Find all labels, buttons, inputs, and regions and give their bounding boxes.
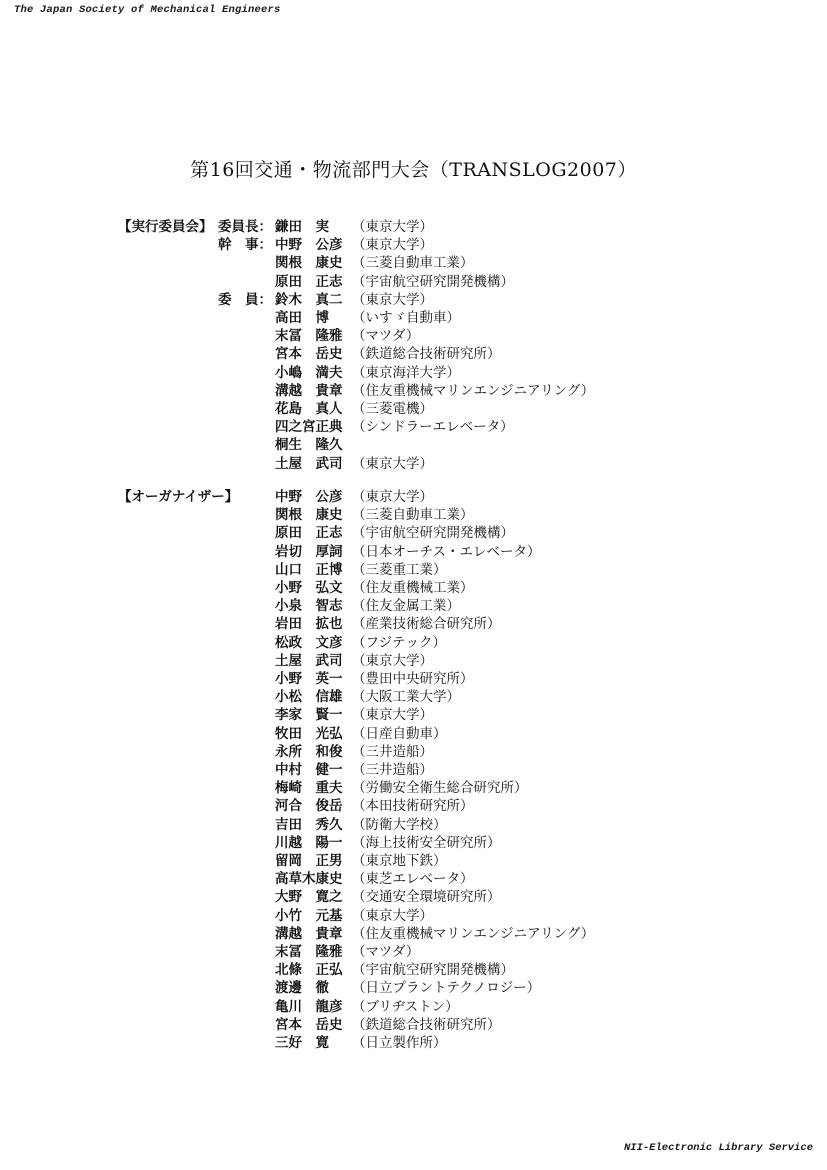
member-name: 大野 寛之 xyxy=(275,889,343,906)
member-name: 小竹 元基 xyxy=(275,907,343,924)
member-name: 吉田 秀久 xyxy=(275,816,343,833)
member-affiliation: （三菱自動車工業） xyxy=(352,255,474,272)
committee-row xyxy=(0,400,827,418)
member-affiliation: （いすゞ自動車） xyxy=(352,310,460,326)
member-name: 北條 正弘 xyxy=(275,962,343,979)
member-affiliation: （マツダ） xyxy=(352,328,420,345)
member-affiliation: （大阪工業大学） xyxy=(352,689,460,706)
organizer-row xyxy=(0,888,827,906)
member-name: 中野 公彦 xyxy=(275,489,343,505)
member-name: 岩切 厚詞 xyxy=(275,543,343,560)
committee-role: 委 員： xyxy=(218,291,272,308)
member-name: 花島 真人 xyxy=(275,401,343,417)
member-affiliation: （住友重機械マリンエンジニアリング） xyxy=(352,382,595,399)
organizer-row xyxy=(0,816,827,834)
organizer-row xyxy=(0,524,827,542)
member-affiliation: （宇宙航空研究開発機構） xyxy=(352,273,514,290)
member-name: 宮本 岳史 xyxy=(275,1016,343,1033)
organizer-row xyxy=(0,615,827,633)
society-header: The Japan Society of Mechanical Engineers xyxy=(14,4,281,16)
library-service-footer: NII-Electronic Library Service xyxy=(623,1142,813,1154)
member-name: 末冨 隆雅 xyxy=(275,328,343,345)
organizer-row xyxy=(0,743,827,761)
committee-row xyxy=(0,309,827,327)
member-name: 小野 弘文 xyxy=(275,580,343,596)
organizer-row xyxy=(0,543,827,561)
member-name: 原田 正志 xyxy=(275,525,343,542)
member-name: 溝越 貴章 xyxy=(275,925,343,942)
member-affiliation: （豊田中央研究所） xyxy=(352,671,474,687)
member-name: 小野 英一 xyxy=(275,671,343,687)
member-name: 高草木康史 xyxy=(275,871,343,888)
committee-role: 幹 事： xyxy=(218,237,272,254)
member-affiliation: （ブリヂストン） xyxy=(352,998,459,1015)
member-affiliation: （宇宙航空研究開発機構） xyxy=(352,962,514,979)
organizer-row xyxy=(0,925,827,943)
member-affiliation: （三菱電機） xyxy=(352,401,433,417)
committee-row xyxy=(0,382,827,400)
member-name: 鈴木 真二 xyxy=(275,291,343,308)
member-affiliation: （日産自動車） xyxy=(352,725,447,742)
committee-row xyxy=(0,254,827,272)
organizer-row xyxy=(0,579,827,597)
committee-row xyxy=(0,418,827,436)
member-name: 原田 正志 xyxy=(275,273,343,290)
member-affiliation: （東京大学） xyxy=(352,291,433,308)
organizers-label: 【オーガナイザー】 xyxy=(118,489,239,505)
member-name: 土屋 武司 xyxy=(275,652,343,669)
committee-row xyxy=(0,291,827,309)
member-affiliation: （フジテック） xyxy=(352,634,446,651)
document-title: 第16回交通・物流部門大会（TRANSLOG2007） xyxy=(190,159,637,181)
member-affiliation: （東京大学） xyxy=(352,219,433,235)
organizer-row xyxy=(0,761,827,779)
organizer-row xyxy=(0,943,827,961)
committee-row xyxy=(0,455,827,473)
organizer-row xyxy=(0,779,827,797)
member-affiliation: （三井造船） xyxy=(352,743,433,760)
member-name: 河合 俊岳 xyxy=(275,798,343,815)
member-affiliation: （東京大学） xyxy=(352,455,433,472)
committee-row xyxy=(0,273,827,291)
organizer-row xyxy=(0,961,827,979)
member-name: 小泉 智志 xyxy=(275,598,343,615)
organizer-row xyxy=(0,670,827,688)
member-name: 鎌田 実 xyxy=(275,219,329,235)
organizer-row xyxy=(0,634,827,652)
member-name: 岩田 拡也 xyxy=(275,616,343,633)
organizer-row xyxy=(0,1016,827,1034)
member-name: 渡邊 徹 xyxy=(275,980,329,997)
member-affiliation: （三菱重工業） xyxy=(352,561,447,578)
organizer-row xyxy=(0,907,827,925)
member-name: 中村 健一 xyxy=(275,762,343,778)
committee-row xyxy=(0,327,827,345)
committee-row xyxy=(0,436,827,454)
committee-label: 【実行委員会】 xyxy=(118,219,213,235)
member-name: 三好 寛 xyxy=(275,1035,329,1051)
member-affiliation: （鉄道総合技術研究所） xyxy=(352,1016,501,1033)
member-affiliation: （東京海洋大学） xyxy=(352,364,460,381)
member-affiliation: （海上技術安全研究所） xyxy=(352,834,501,851)
member-affiliation: （東京大学） xyxy=(352,707,433,724)
member-name: 関根 康史 xyxy=(275,255,343,272)
member-name: 山口 正博 xyxy=(275,561,343,578)
member-affiliation: （住友重機械工業） xyxy=(352,580,474,596)
organizer-row xyxy=(0,797,827,815)
committee-row xyxy=(0,236,827,254)
member-affiliation: （宇宙航空研究開発機構） xyxy=(352,525,514,542)
member-name: 梅崎 重夫 xyxy=(275,780,343,797)
organizer-row xyxy=(0,725,827,743)
committee-row xyxy=(0,345,827,363)
member-affiliation: （三井造船） xyxy=(352,762,433,778)
member-affiliation: （シンドラーエレベータ） xyxy=(352,419,514,436)
member-name: 牧田 光弘 xyxy=(275,725,343,742)
member-name: 四之宮正典 xyxy=(275,419,343,436)
member-affiliation: （東京大学） xyxy=(352,652,433,669)
member-affiliation: （東京大学） xyxy=(352,237,433,254)
member-affiliation: （マツダ） xyxy=(352,944,420,960)
organizer-row xyxy=(0,1034,827,1052)
organizer-row xyxy=(0,706,827,724)
member-affiliation: （東京大学） xyxy=(352,907,433,924)
committee-role: 委員長： xyxy=(218,219,272,235)
organizer-row xyxy=(0,652,827,670)
committee-row xyxy=(0,364,827,382)
member-affiliation: （住友金属工業） xyxy=(352,598,460,615)
member-name: 中野 公彦 xyxy=(275,237,343,254)
member-affiliation: （交通安全環境研究所） xyxy=(352,889,501,906)
member-name: 土屋 武司 xyxy=(275,455,343,472)
member-name: 李家 賢一 xyxy=(275,707,343,724)
committee-row xyxy=(0,218,827,236)
member-name: 松政 文彦 xyxy=(275,634,343,651)
member-name: 川越 陽一 xyxy=(275,834,343,851)
member-name: 末冨 隆雅 xyxy=(275,944,343,960)
member-affiliation: （日本オーチス・エレベータ） xyxy=(352,543,541,560)
member-name: 宮本 岳史 xyxy=(275,346,343,363)
member-name: 高田 博 xyxy=(275,310,329,326)
organizer-row xyxy=(0,506,827,524)
organizer-row xyxy=(0,979,827,997)
member-affiliation: （三菱自動車工業） xyxy=(352,507,474,524)
member-affiliation: （本田技術研究所） xyxy=(352,798,474,815)
member-name: 永所 和俊 xyxy=(275,743,343,760)
organizer-row xyxy=(0,561,827,579)
member-affiliation: （東京大学） xyxy=(352,489,433,505)
member-name: 小嶋 満夫 xyxy=(275,364,343,381)
organizer-row xyxy=(0,597,827,615)
member-affiliation: （鉄道総合技術研究所） xyxy=(352,346,501,363)
organizer-row xyxy=(0,852,827,870)
member-name: 関根 康史 xyxy=(275,507,343,524)
member-affiliation: （日立製作所） xyxy=(352,1035,447,1051)
member-name: 留岡 正男 xyxy=(275,853,343,869)
member-name: 桐生 隆久 xyxy=(275,437,343,454)
member-affiliation: （住友重機械マリンエンジニアリング） xyxy=(352,925,595,942)
organizer-row xyxy=(0,488,827,506)
member-name: 亀川 龍彦 xyxy=(275,998,343,1015)
organizer-row xyxy=(0,688,827,706)
member-affiliation: （東京地下鉄） xyxy=(352,853,447,869)
member-affiliation: （防衛大学校） xyxy=(352,816,447,833)
member-affiliation: （日立プラントテクノロジー） xyxy=(352,980,541,997)
member-affiliation: （労働安全衛生総合研究所） xyxy=(352,780,528,797)
organizer-row xyxy=(0,834,827,852)
member-affiliation: （産業技術総合研究所） xyxy=(352,616,501,633)
member-name: 溝越 貴章 xyxy=(275,382,343,399)
organizer-row xyxy=(0,870,827,888)
organizer-row xyxy=(0,998,827,1016)
member-name: 小松 信雄 xyxy=(275,689,343,706)
member-affiliation: （東芝エレベータ） xyxy=(352,871,474,888)
